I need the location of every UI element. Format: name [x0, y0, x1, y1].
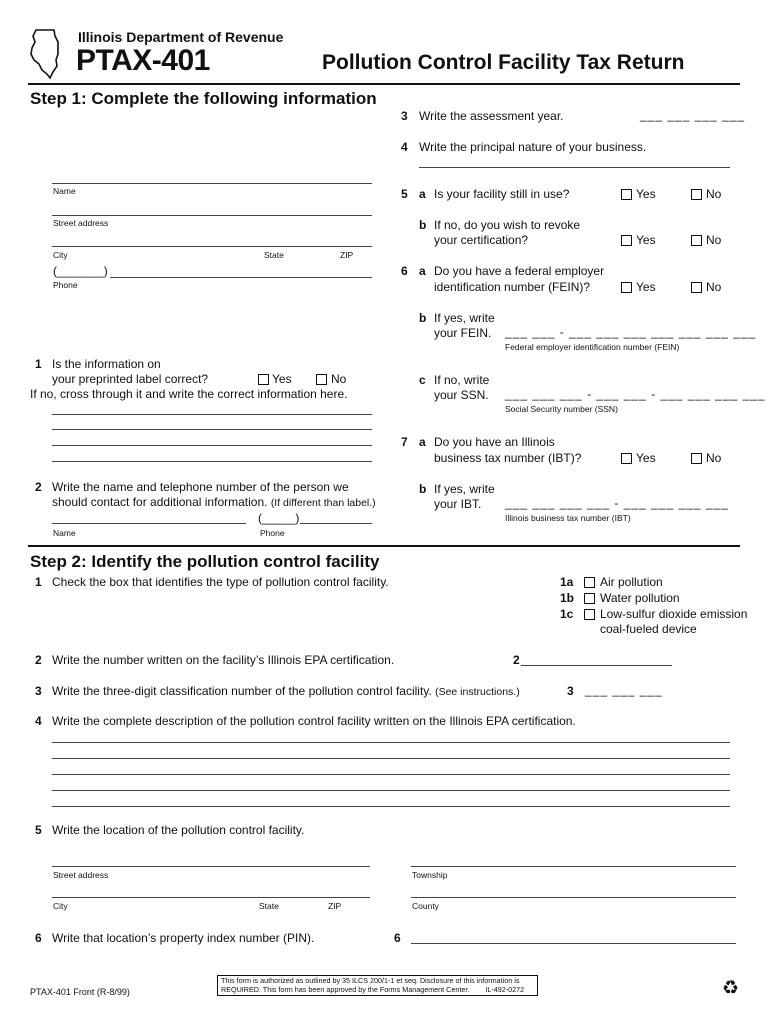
q1-line2: your preprinted label correct?: [52, 372, 209, 386]
ssn-caption: Social Security number (SSN): [505, 404, 618, 414]
street-field[interactable]: [52, 215, 372, 216]
description-line-5[interactable]: [52, 806, 730, 807]
city-label: City: [53, 250, 68, 260]
s2-q3-main: Write the three-digit classification number of the pollution control facility.: [52, 684, 432, 698]
q1-line1: Is the information on: [52, 357, 161, 371]
water-pollution-label: Water pollution: [600, 591, 680, 605]
pin-field[interactable]: [411, 943, 736, 944]
low-sulfur-checkbox[interactable]: [584, 609, 595, 620]
q2-line2-note: (If different than label.): [270, 497, 376, 509]
contact-phone-label: Phone: [260, 528, 285, 538]
q6c-line2: your SSN.: [434, 388, 489, 402]
city-state-zip-field[interactable]: [52, 246, 372, 247]
q7a-letter: a: [419, 435, 426, 449]
township-label: Township: [412, 870, 448, 880]
recycle-icon: ♻: [722, 977, 740, 999]
q5a-yes-label: Yes: [636, 187, 656, 201]
correction-line-2[interactable]: [52, 429, 372, 430]
s2-q5-number: 5: [35, 823, 42, 837]
agency-name: Illinois Department of Revenue: [78, 29, 284, 45]
s2-q3-number: 3: [35, 684, 42, 698]
assessment-year-field[interactable]: ___ ___ ___ ___: [640, 108, 746, 122]
q1-number: 1: [35, 357, 42, 371]
q5a-letter: a: [419, 187, 426, 201]
street-label: Street address: [53, 218, 109, 228]
form-title: Pollution Control Facility Tax Return: [322, 51, 685, 74]
name-field[interactable]: [52, 183, 372, 184]
s2-q6-number: 6: [35, 931, 42, 945]
air-pollution-label: Air pollution: [600, 575, 663, 589]
location-zip-label: ZIP: [328, 901, 342, 911]
q6b-line1: If yes, write: [434, 311, 495, 325]
option-1a-code: 1a: [560, 575, 574, 589]
q1-yes-label: Yes: [272, 372, 292, 386]
q1-instruction: If no, cross through it and write the correct information here.: [30, 387, 348, 401]
s2-q3-ref: 3: [567, 684, 574, 698]
contact-area-code: (_____): [258, 511, 300, 525]
description-line-3[interactable]: [52, 774, 730, 775]
q5a-yes-checkbox[interactable]: [621, 189, 632, 200]
location-city-label: City: [53, 901, 68, 911]
option-1b-code: 1b: [560, 591, 575, 605]
q5-number: 5: [401, 187, 408, 201]
s2-q6-ref: 6: [394, 931, 401, 945]
ibt-caption: Illinois business tax number (IBT): [505, 513, 631, 523]
q6b-line2: your FEIN.: [434, 326, 492, 340]
q6a-yes-checkbox[interactable]: [621, 282, 632, 293]
contact-name-field[interactable]: [52, 523, 246, 524]
q5a-no-label: No: [706, 187, 722, 201]
air-pollution-checkbox[interactable]: [584, 577, 595, 588]
q1-yes-checkbox[interactable]: [258, 374, 269, 385]
q6a-letter: a: [419, 264, 426, 278]
contact-phone-field[interactable]: [300, 523, 372, 524]
q6a-no-checkbox[interactable]: [691, 282, 702, 293]
q7b-line1: If yes, write: [434, 482, 495, 496]
q6a-yes-label: Yes: [636, 280, 656, 294]
q2-number: 2: [35, 480, 42, 494]
notice-code: IL-492-0272: [485, 984, 525, 994]
s2-q2-number: 2: [35, 653, 42, 667]
q5b-line1: If no, do you wish to revoke: [434, 218, 581, 232]
s2-q2-text: Write the number written on the facility’s Illinois EPA certification.: [52, 653, 395, 667]
q6-number: 6: [401, 264, 408, 278]
q7a-no-checkbox[interactable]: [691, 453, 702, 464]
q6a-line2: identification number (FEIN)?: [434, 280, 591, 294]
q5b-letter: b: [419, 218, 427, 232]
zip-label: ZIP: [340, 250, 354, 260]
s2-q4-text: Write the complete description of the pollution control facility written on the Illinois EPA certification.: [52, 714, 576, 728]
correction-line-3[interactable]: [52, 445, 372, 446]
epa-certification-field[interactable]: [521, 665, 672, 666]
location-state-label: State: [259, 901, 279, 911]
q7-number: 7: [401, 435, 408, 449]
q1-no-checkbox[interactable]: [316, 374, 327, 385]
form-code: PTAX-401 Front (R-8/99): [30, 987, 130, 997]
q6c-letter: c: [419, 373, 426, 387]
q7a-no-label: No: [706, 451, 722, 465]
contact-name-label: Name: [53, 528, 76, 538]
q4-text: Write the principal nature of your business.: [419, 140, 647, 154]
q5b-no-checkbox[interactable]: [691, 235, 702, 246]
phone-label: Phone: [53, 280, 78, 290]
business-nature-field[interactable]: [419, 167, 730, 168]
s2-q3-text: [52, 684, 520, 700]
q6a-no-label: No: [706, 280, 722, 294]
q6a-line1: Do you have a federal employer: [434, 264, 605, 278]
q2-line1: Write the name and telephone number of the person we: [52, 480, 349, 494]
phone-field[interactable]: [110, 277, 372, 278]
step-divider: [28, 545, 740, 547]
step2-heading: Step 2: Identify the pollution control facility: [30, 552, 380, 571]
county-field[interactable]: [411, 897, 736, 898]
q3-number: 3: [401, 109, 408, 123]
illinois-state-icon: [28, 28, 62, 80]
form-id: PTAX-401: [76, 44, 210, 77]
fein-field[interactable]: ___ ___ - ___ ___ ___ ___ ___ ___ ___: [505, 325, 757, 339]
location-street-field[interactable]: [52, 866, 370, 867]
s2-q1-text: Check the box that identifies the type of pollution control facility.: [52, 575, 389, 589]
state-label: State: [264, 250, 284, 260]
q7b-letter: b: [419, 482, 427, 496]
s2-q3-note: (See instructions.): [435, 686, 520, 698]
county-label: County: [412, 901, 439, 911]
s2-q1-number: 1: [35, 575, 42, 589]
q6b-letter: b: [419, 311, 427, 325]
q7a-yes-label: Yes: [636, 451, 656, 465]
s2-q2-ref: 2: [513, 653, 520, 667]
header-rule: [28, 83, 740, 85]
low-sulfur-label: Low-sulfur dioxide emission: [600, 607, 748, 621]
description-line-1[interactable]: [52, 742, 730, 743]
correction-line-1[interactable]: [52, 414, 372, 415]
q4-number: 4: [401, 140, 408, 154]
low-sulfur-label-line2: coal-fueled device: [600, 622, 697, 636]
q5b-yes-label: Yes: [636, 233, 656, 247]
q7a-yes-checkbox[interactable]: [621, 453, 632, 464]
q3-text: Write the assessment year.: [419, 109, 564, 123]
q5a-text: Is your facility still in use?: [434, 187, 570, 201]
notice-line-2-text: REQUIRED. This form has been approved by the Forms Management Center.: [221, 984, 470, 994]
fein-caption: Federal employer identification number (FEIN): [505, 342, 680, 352]
description-line-4[interactable]: [52, 790, 730, 791]
q5b-line2: your certification?: [434, 233, 529, 247]
q1-no-label: No: [331, 372, 347, 386]
name-label: Name: [53, 186, 76, 196]
ssn-field[interactable]: ___ ___ ___ - ___ ___ - ___ ___ ___ ___: [505, 387, 766, 401]
s2-q5-text: Write the location of the pollution control facility.: [52, 823, 305, 837]
q2-line2-text: should contact for additional information.: [52, 495, 268, 509]
ibt-field[interactable]: ___ ___ ___ ___ - ___ ___ ___ ___: [505, 496, 729, 510]
disclosure-notice: [217, 975, 538, 996]
q7a-line1: Do you have an Illinois: [434, 435, 555, 449]
notice-line-1: This form is authorized as outlined by 35 ILCS 200/1-1 et seq. Disclosure of this information is: [221, 976, 520, 985]
option-1c-code: 1c: [560, 607, 574, 621]
q5a-no-checkbox[interactable]: [691, 189, 702, 200]
q5b-yes-checkbox[interactable]: [621, 235, 632, 246]
phone-area-code: (_______): [53, 264, 108, 278]
q5b-no-label: No: [706, 233, 722, 247]
q6c-line1: If no, write: [434, 373, 490, 387]
description-line-2[interactable]: [52, 758, 730, 759]
water-pollution-checkbox[interactable]: [584, 593, 595, 604]
q7b-line2: your IBT.: [434, 497, 482, 511]
classification-number-field[interactable]: ___ ___ ___: [585, 683, 663, 697]
q7a-line2: business tax number (IBT)?: [434, 451, 582, 465]
correction-line-4[interactable]: [52, 461, 372, 462]
township-field[interactable]: [411, 866, 736, 867]
s2-q6-text: Write that location’s property index number (PIN).: [52, 931, 315, 945]
step1-heading: Step 1: Complete the following information: [30, 89, 377, 108]
location-street-label: Street address: [53, 870, 109, 880]
notice-line-2: [221, 986, 534, 995]
location-city-field[interactable]: [52, 897, 370, 898]
q2-line2: [52, 495, 376, 511]
s2-q4-number: 4: [35, 714, 42, 728]
